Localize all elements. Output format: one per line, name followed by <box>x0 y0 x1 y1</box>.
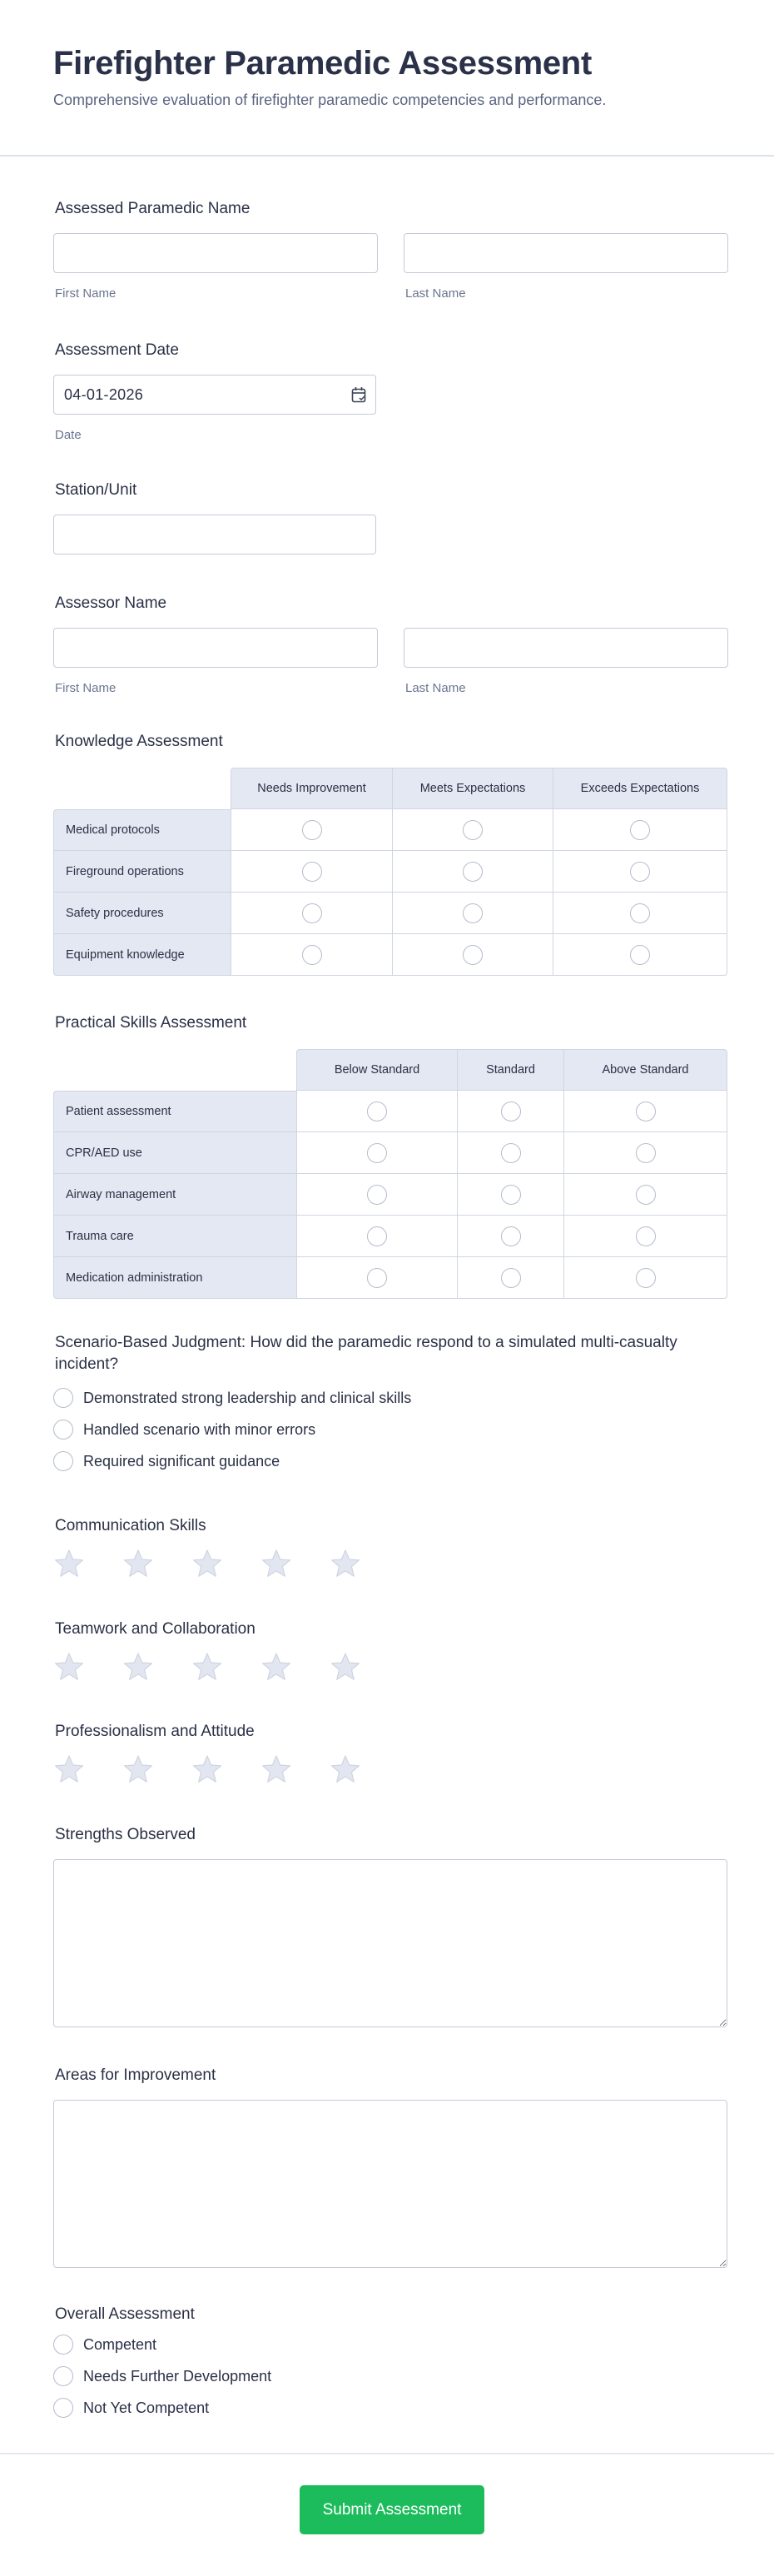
radio-button[interactable] <box>53 2398 73 2418</box>
matrix-radio[interactable] <box>302 945 322 965</box>
field-label: Practical Skills Assessment <box>55 1014 247 1032</box>
star-icon[interactable] <box>191 1549 223 1579</box>
skills-assessment-field <box>53 1012 727 1299</box>
matrix-radio[interactable] <box>501 1185 521 1205</box>
page-subtitle: Comprehensive evaluation of firefighter paramedic competencies and performance. <box>53 92 607 108</box>
star-icon[interactable] <box>260 1652 292 1682</box>
matrix-row <box>53 1257 727 1299</box>
matrix-radio[interactable] <box>630 820 650 840</box>
field-label: Assessed Paramedic Name <box>55 200 251 217</box>
matrix-column-header: Needs Improvement <box>231 768 392 809</box>
strengths-textarea[interactable] <box>53 1859 727 2027</box>
scenario-judgment-field <box>53 1332 727 1477</box>
radio-option-label: Required significant guidance <box>83 1452 280 1470</box>
star-icon[interactable] <box>330 1652 361 1682</box>
matrix-radio[interactable] <box>636 1185 656 1205</box>
matrix-row-label: Equipment knowledge <box>53 934 231 976</box>
communication-rating-field <box>53 1515 727 1579</box>
star-icon[interactable] <box>260 1549 292 1579</box>
star-icon[interactable] <box>191 1652 223 1682</box>
radio-option[interactable] <box>53 2360 727 2392</box>
matrix-column-header: Above Standard <box>563 1049 727 1091</box>
radio-option[interactable] <box>53 1445 727 1477</box>
matrix-radio[interactable] <box>463 903 483 923</box>
matrix-radio[interactable] <box>501 1143 521 1163</box>
field-label: Scenario-Based Judgment: How did the paramedic respond to a simulated multi-casualty incident? <box>55 1334 677 1373</box>
matrix-column-header: Meets Expectations <box>392 768 553 809</box>
star-rating <box>53 1549 727 1579</box>
first-name-sublabel: First Name <box>55 681 117 695</box>
knowledge-assessment-field <box>53 731 727 976</box>
field-label: Overall Assessment <box>55 2305 195 2323</box>
station-input[interactable] <box>53 515 376 554</box>
radio-button[interactable] <box>53 1388 73 1408</box>
assessor-name-field <box>53 593 727 695</box>
radio-option[interactable] <box>53 2329 727 2360</box>
matrix-row-label: Trauma care <box>53 1216 296 1257</box>
footer-divider <box>0 2453 774 2454</box>
assessor-last-name-input[interactable] <box>404 628 728 668</box>
matrix-radio[interactable] <box>636 1226 656 1246</box>
matrix-corner <box>53 1049 296 1091</box>
star-icon[interactable] <box>191 1754 223 1784</box>
field-label: Strengths Observed <box>55 1826 196 1843</box>
assessed-name-field <box>53 198 727 301</box>
matrix-column-header: Standard <box>457 1049 563 1091</box>
matrix-radio[interactable] <box>501 1102 521 1121</box>
matrix-row-label: Medical protocols <box>53 809 231 851</box>
matrix-row <box>53 893 727 934</box>
skills-matrix <box>53 1049 727 1299</box>
matrix-row-label: Medication administration <box>53 1257 296 1299</box>
first-name-sublabel: First Name <box>55 286 117 301</box>
matrix-row <box>53 851 727 893</box>
submit-assessment-button[interactable]: Submit Assessment <box>300 2485 484 2534</box>
matrix-row-label: Patient assessment <box>53 1091 296 1132</box>
calendar-check-icon[interactable] <box>351 386 366 403</box>
matrix-row <box>53 1174 727 1216</box>
star-rating <box>53 1754 727 1784</box>
radio-option-label: Handled scenario with minor errors <box>83 1420 316 1438</box>
assessment-date-field <box>53 340 727 442</box>
star-icon[interactable] <box>53 1652 85 1682</box>
improvement-textarea[interactable] <box>53 2100 727 2268</box>
radio-option-label: Competent <box>83 2335 157 2353</box>
assessment-date-input[interactable] <box>53 375 376 415</box>
assessed-first-name-input[interactable] <box>53 233 378 273</box>
matrix-row-label: Airway management <box>53 1174 296 1216</box>
matrix-radio[interactable] <box>367 1226 387 1246</box>
field-label: Knowledge Assessment <box>55 733 223 750</box>
form-header <box>0 0 774 157</box>
radio-button[interactable] <box>53 2335 73 2355</box>
matrix-radio[interactable] <box>367 1185 387 1205</box>
matrix-corner <box>53 768 231 809</box>
matrix-radio[interactable] <box>302 903 322 923</box>
matrix-row-label: Safety procedures <box>53 893 231 934</box>
radio-option[interactable] <box>53 1382 727 1414</box>
star-icon[interactable] <box>260 1754 292 1784</box>
star-icon[interactable] <box>122 1549 154 1579</box>
field-label: Assessment Date <box>55 341 179 359</box>
assessed-last-name-input[interactable] <box>404 233 728 273</box>
field-label: Communication Skills <box>55 1517 206 1534</box>
matrix-radio[interactable] <box>636 1143 656 1163</box>
date-sublabel: Date <box>55 428 82 442</box>
last-name-sublabel: Last Name <box>405 681 466 695</box>
matrix-radio[interactable] <box>636 1102 656 1121</box>
star-icon[interactable] <box>53 1754 85 1784</box>
overall-assessment-field <box>53 2304 727 2424</box>
matrix-radio[interactable] <box>463 945 483 965</box>
improvement-field <box>53 2065 727 2268</box>
radio-option-label: Not Yet Competent <box>83 2399 210 2416</box>
field-label: Assessor Name <box>55 594 167 612</box>
matrix-column-header: Exceeds Expectations <box>553 768 727 809</box>
radio-button[interactable] <box>53 2366 73 2386</box>
matrix-radio[interactable] <box>636 1268 656 1288</box>
field-label: Areas for Improvement <box>55 2066 216 2084</box>
matrix-row <box>53 1091 727 1132</box>
matrix-radio[interactable] <box>463 862 483 882</box>
matrix-radio[interactable] <box>463 820 483 840</box>
matrix-row <box>53 1132 727 1174</box>
matrix-row <box>53 809 727 851</box>
matrix-column-header: Below Standard <box>296 1049 457 1091</box>
matrix-row <box>53 1216 727 1257</box>
radio-button[interactable] <box>53 1420 73 1440</box>
matrix-radio[interactable] <box>367 1143 387 1163</box>
last-name-sublabel: Last Name <box>405 286 466 301</box>
matrix-radio[interactable] <box>367 1102 387 1121</box>
radio-option[interactable] <box>53 1414 727 1445</box>
star-icon[interactable] <box>122 1754 154 1784</box>
strengths-field <box>53 1824 727 2027</box>
professionalism-rating-field <box>53 1721 727 1784</box>
matrix-radio[interactable] <box>630 862 650 882</box>
field-label: Station/Unit <box>55 481 137 499</box>
station-field <box>53 480 727 554</box>
matrix-radio[interactable] <box>630 945 650 965</box>
star-icon[interactable] <box>330 1549 361 1579</box>
teamwork-rating-field <box>53 1619 727 1682</box>
assessor-first-name-input[interactable] <box>53 628 378 668</box>
star-rating <box>53 1652 727 1682</box>
matrix-radio[interactable] <box>501 1226 521 1246</box>
matrix-radio[interactable] <box>630 903 650 923</box>
matrix-radio[interactable] <box>367 1268 387 1288</box>
star-icon[interactable] <box>122 1652 154 1682</box>
matrix-row <box>53 934 727 976</box>
star-icon[interactable] <box>53 1549 85 1579</box>
radio-option-label: Needs Further Development <box>83 2367 272 2385</box>
field-label: Teamwork and Collaboration <box>55 1620 256 1638</box>
matrix-row-label: Fireground operations <box>53 851 231 893</box>
knowledge-matrix <box>53 768 727 976</box>
star-icon[interactable] <box>330 1754 361 1784</box>
field-label: Professionalism and Attitude <box>55 1723 255 1740</box>
radio-button[interactable] <box>53 1451 73 1471</box>
radio-option[interactable] <box>53 2392 727 2424</box>
matrix-radio[interactable] <box>302 862 322 882</box>
matrix-radio[interactable] <box>302 820 322 840</box>
page-title: Firefighter Paramedic Assessment <box>53 45 592 82</box>
matrix-radio[interactable] <box>501 1268 521 1288</box>
matrix-row-label: CPR/AED use <box>53 1132 296 1174</box>
radio-option-label: Demonstrated strong leadership and clinical skills <box>83 1389 412 1406</box>
